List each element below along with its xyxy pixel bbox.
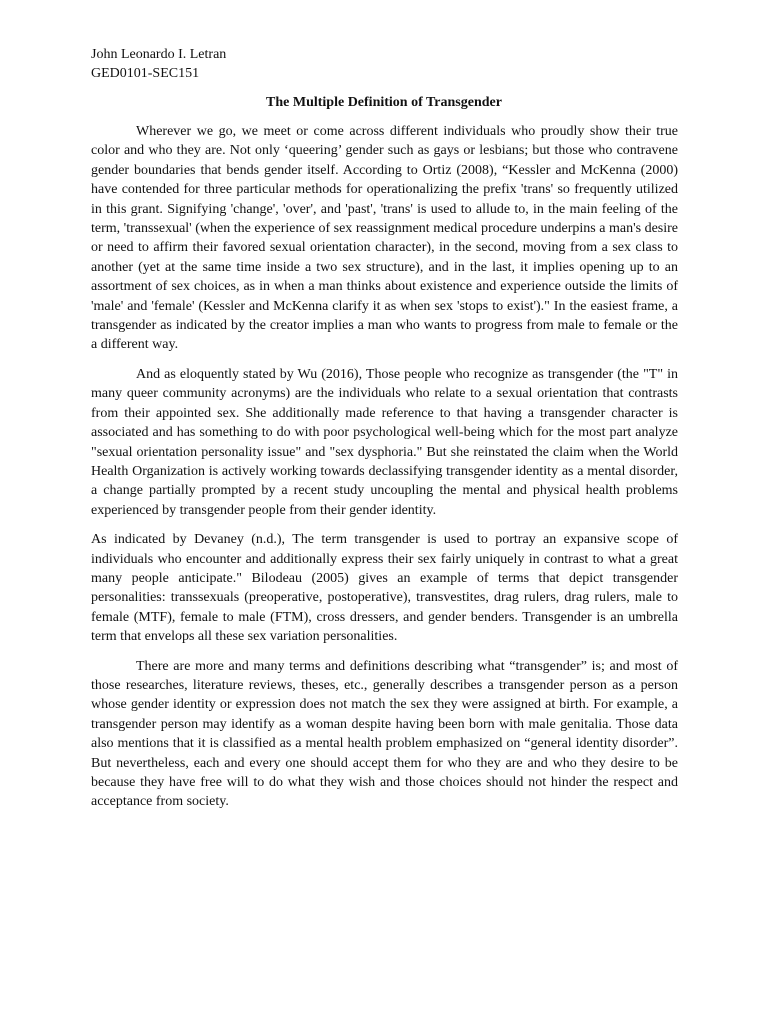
author-name: John Leonardo I. Letran	[91, 47, 227, 62]
course-code: GED0101-SEC151	[91, 66, 200, 81]
paragraph-2: And as eloquently stated by Wu (2016), Those people who recognize as transgender (the "T" in many queer community acronyms) are the individuals who relate to a sexual orientation that contrasts from their appointed sex. She additionally made reference to that having a transgender character is associated and has something to do with poor psychological well-being which for the most part analyze "sexual orientation personality issue" and "sex dysphoria." But she reinstated the claim when the World Health Organization is actively working towards declassifying transgender identity as a mental disorder, a change partially prompted by a recent study uncoupling the mental and physical health problems experienced by transgender people from their gender identity.	[91, 366, 678, 518]
paragraph-4: There are more and many terms and definitions describing what “transgender” is; and most of those researches, literature reviews, theses, etc., generally describes a transgender person as a person whose gender identity or expression does not match the sex they were assigned at birth. For example, a transgender person may identify as a woman despite having been born with male genitalia. Those data also mentions that it is classified as a mental health problem emphasized on “general identity disorder”. But nevertheless, each and every one should accept them for who they are and who they desire to be because they have free will to do what they wish and those choices should not hinder the respect and acceptance from society.	[91, 658, 678, 810]
paragraph-1: Wherever we go, we meet or come across different individuals who proudly show their true color and who they are. Not only ‘queering’ gender such as gays or lesbians; but those who contravene gender boundaries that bends gender itself. According to Ortiz (2008), “Kessler and McKenna (2000) have contended for three particular methods for operationalizing the prefix 'trans' so frequently utilized in this grant. Signifying 'change', 'over', and 'past', 'trans' is used to allude to, in the main feeling of the term, 'transsexual' (when the experience of sex reassignment medical procedure underpins a man's desire or need to affirm their favored sexual orientation character), in the second, moving from a sex class to another (yet at the same time inside a two sex structure), and in the last, it implies opening up to an assortment of sex choices, as in when a man thinks about existence and experience outside the limits of 'male' and 'female' (Kessler and McKenna clarify it as when sex 'stops to exist')." In the easiest frame, a transgender as indicated by the creator implies a man who wants to progress from male to female or the a different way.	[91, 124, 678, 353]
paragraph-3: As indicated by Devaney (n.d.), The term transgender is used to portray an expansive scope of individuals who encounter and additionally express their sex fairly uniquely in contrast to what a great many people anticipate." Bilodeau (2005) gives an example of terms that depict transgender personalities: transsexuals (preoperative, postoperative), transvestites, drag rulers, drag rulers, male to female (MTF), female to male (FTM), cross dressers, and gender benders. Transgender is an umbrella term that envelops all these sex variation personalities.	[91, 532, 678, 645]
document-body	[91, 122, 678, 822]
document-title: The Multiple Definition of Transgender	[266, 95, 502, 110]
